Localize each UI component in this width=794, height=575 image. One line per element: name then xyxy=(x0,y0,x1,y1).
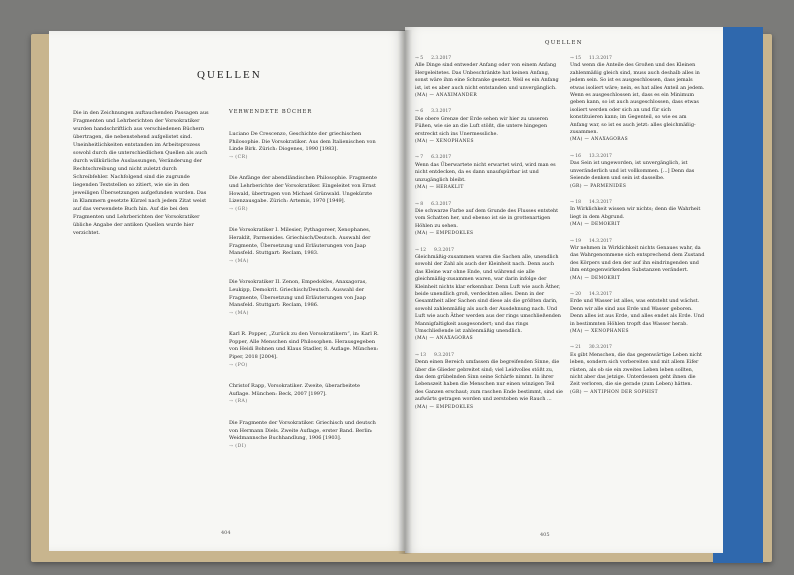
page-number: 405 xyxy=(540,532,550,538)
fragment-date: 14.3.2017 xyxy=(588,291,612,297)
fragment-text: Die obere Grenze der Erde sehen wir hier zu unseren Füßen, wie sie an die Luft stößt, die untere hingegen erstreckt sich ins Unermessliche. xyxy=(415,115,549,137)
fragment-number: → 8 xyxy=(415,201,424,207)
book-code: → (MA) xyxy=(229,258,249,264)
book-citation: Luciano De Crescenzo, Geschichte der griechischen Philosophie. Die Vorsokratiker. Aus dem Italienischen von Linde Birk. Zürich: Diogenes, 1990 [1983]. xyxy=(229,131,376,153)
book-entry xyxy=(229,227,379,265)
book-list xyxy=(229,131,379,464)
fragment-entry xyxy=(570,199,705,229)
fragment-entry xyxy=(415,55,563,99)
fragment-text: Wir nehmen in Wirklichkeit nichts Genaues wahr, da das Wahrgenommene sich entsprechend dem Zustand des Körpers und den der auf ihn eindringenden und ihm entgegenwirkenden Substanzen verändert. xyxy=(570,244,705,274)
fragment-date: 14.3.2017 xyxy=(588,199,612,205)
fragment-text: Erde und Wasser ist alles, was entsteht und wächst. Denn wir alle sind aus Erde und Wasser geboren. Denn alles ist aus Erde, und alles endet als Erde. Und in bestimmten Höhlen tropft das Wasser herab. xyxy=(570,298,705,327)
fragment-date: 3.3.2017 xyxy=(431,109,452,115)
book-code: → (MA) xyxy=(229,310,249,316)
fragment-number: → 15 xyxy=(570,56,581,61)
intro-text: Die in den Zeichnungen auftauchenden Passagen aus Fragmenten und Lehrberichten der Vorsokratiker wurden handschriftlich aus verschiedenen Büchern übertragen, die nebenstehend aufgelistet sind. Uneinheitlichkeiten entstanden im Arbeitsprozess sowohl durch die unterschiedlichen Quellen als auch durch willkürliche Auslassungen, Veränderung der Rechtschreibung und nicht zuletzt durch Schreibfehler. Nachfolgend sind die zugrunde liegenden Textstellen so zitiert, wie sie in den jeweiligen Übersetzungen aufgefunden wurden. Das in Klammern gesetzte Kürzel nach jedem Zitat weist auf das verwendete Buch hin. Auf die bei den Fragmenten und Lehrberichten der Vorsokratiker übliche Angabe der antiken Quellen wurde hier verzichtet. xyxy=(73,110,209,236)
book-code: → (GR) xyxy=(229,206,249,212)
book-code: → (RA) xyxy=(229,399,248,405)
fragment-source: (MA) — XENOPHANES xyxy=(570,329,629,334)
fragment-entry xyxy=(415,247,563,343)
fragment-number: → 13 xyxy=(415,352,426,358)
fragment-number: → 16 xyxy=(570,153,581,159)
book-gutter xyxy=(398,30,412,554)
fragment-source: (MA) — DEMOKRIT xyxy=(570,275,621,281)
fragment-date: 30.3.2017 xyxy=(588,345,612,351)
fragment-date: 2.3.2017 xyxy=(431,56,452,61)
book-citation: Die Anfänge der abendländischen Philosophie. Fragmente und Lehrberichte der Vorsokratiker. Eingeleitet von Ernst Howald, übertragen von Michael Grünwald. Ungekürzte Lizenzausgabe. Zürich: Artemis, 1970 [1949]. xyxy=(229,175,377,205)
fragment-number: → 19 xyxy=(570,238,581,244)
fragment-column-2 xyxy=(570,55,705,405)
fragment-column-1 xyxy=(415,55,563,420)
fragment-date: 13.3.2017 xyxy=(588,153,612,159)
book-code: → (DI) xyxy=(229,443,247,449)
book-code: → (CR) xyxy=(229,154,248,160)
fragment-source: (MA) — ANAXIMANDER xyxy=(415,93,478,99)
fragment-entry xyxy=(570,153,705,190)
fragment-entry xyxy=(570,291,705,335)
fragment-text: Alle Dinge sind entweder Anfang oder von einem Anfang Hergeleitetes. Das Unbeschränkte hat keinen Anfang, sonst wäre ihm eine Schranke gesetzt. Weil es ein Anfang ist, ist es aber auch nicht entstanden und unvergänglich. xyxy=(415,62,559,91)
fragment-number: → 12 xyxy=(415,247,426,253)
right-page xyxy=(405,27,723,553)
fragment-date: 9.3.2017 xyxy=(433,352,454,358)
fragment-text: Es gibt Menschen, die das gegenwärtige Leben nicht leben, sondern sich vorbereiten und mit allem Eifer rüsten, als ob sie ein zweites Leben leben sollten, nicht aber das jetzige. Unterdessen geht ihnen die Zeit verloren, die sie gerade (zum Leben) hätten. xyxy=(570,351,703,388)
fragment-text: In Wirklichkeit wissen wir nichts; denn die Wahrheit liegt in dem Abgrund. xyxy=(570,206,701,220)
book-entry xyxy=(229,279,379,317)
fragment-source: (MA) — EMPEDOKLES xyxy=(415,404,474,410)
fragment-text: Das Sein ist ungeworden, ist unvergänglich, ist unveränderlich und ist vollkommen. [...] Denn das Seiende denken und sein ist dasselbe. xyxy=(570,160,695,182)
fragment-number: → 20 xyxy=(570,291,581,297)
book-citation: Die Vorsokratiker II. Zenon, Empedokles, Anaxagoras, Leukipp, Demokrit. Griechisch/Deutsch. Auswahl der Fragmente, Übersetzung und Erläuterungen von Jaap Mansfeld. Stuttgart: Reclam, 1986. xyxy=(229,279,367,309)
fragment-entry xyxy=(415,108,563,145)
fragment-source: (MA) — DEMOKRIT xyxy=(570,222,621,228)
fragment-source: (GR) — ANTIPHON DER SOPHIST xyxy=(570,389,659,395)
book-citation: Christof Rapp, Vorsokratiker. Zweite, überarbeitete Auflage. München: Beck, 2007 [1997]. xyxy=(229,383,360,397)
fragment-source: (MA) — ANAXAGORAS xyxy=(415,336,473,342)
book-entry xyxy=(229,331,379,369)
fragment-text: Gleichmäßig-zusammen waren die Sachen alle, unendlich sowohl der Zahl als auch der Kleinheit nach. Denn auch das Kleine war ohne Ende, und während sie alle gleichmäßig-zusammen waren, war darin infolge der Kleinheit nichts klar erkennbar. Denn Luft wie auch Äther, beide unendlich groß, verdeckten alles. Denn in der Gesamtheit aller Sachen sind diese als die größten darin, sowohl zahlenmäßig als auch der Ausdehnung nach. Und Luft wie auch Äther werden aus der rings umschließenden Mannigfaltigkeit ausgesondert; und das rings Umschließende ist zahlenmäßig unendlich. xyxy=(415,253,561,334)
running-head: QUELLEN xyxy=(545,40,583,46)
fragment-source: (MA) — XENOPHANES xyxy=(415,139,474,145)
fragment-text: Die schwarze Farbe auf dem Grunde des Flusses entsteht vom Schatten her, und ebenso ist sie in grottenartigen Höhlen zu sehen. xyxy=(415,207,559,229)
fragment-source: (GR) — PARMENIDES xyxy=(570,183,627,189)
book-entry xyxy=(229,131,379,161)
fragment-source: (MA) — ANAXAGORAS xyxy=(570,137,628,143)
book-entry xyxy=(229,175,379,213)
fragment-entry xyxy=(415,352,563,411)
fragment-date: 6.3.2017 xyxy=(431,201,452,207)
fragment-number: → 5 xyxy=(415,56,424,61)
fragment-text: Wenn das Überwartete nicht erwartet wird, wird man es nicht entdecken, da es dann unaufspürbar ist und unzugänglich bleibt. xyxy=(415,161,556,183)
fragment-date: 11.3.2017 xyxy=(588,56,612,61)
fragment-entry xyxy=(570,344,705,396)
book-entry xyxy=(229,383,379,406)
fragment-source: (MA) — HERAKLIT xyxy=(415,185,464,191)
book-entry xyxy=(229,420,379,450)
page-title: QUELLEN xyxy=(197,69,262,81)
fragment-entry xyxy=(415,201,563,238)
fragment-number: → 21 xyxy=(570,345,581,351)
fragment-date: 6.3.2017 xyxy=(431,155,452,161)
fragment-date: 9.3.2017 xyxy=(433,247,454,253)
fragment-number: → 18 xyxy=(570,199,581,205)
fragment-entry xyxy=(415,154,563,191)
book-citation: Die Fragmente der Vorsokratiker. Griechisch und deutsch von Hermann Diels. Zweite Auflage, erster Band. Berlin: Weidmannsche Buchhandlung, 1906 [1903]. xyxy=(229,420,376,442)
book-citation: Die Vorsokratiker I. Milesier, Pythagoreer, Xenophanes, Heraklit, Parmenides. Griechisch/Deutsch. Auswahl der Fragmente, Übersetzung und Erläuterungen von Jaap Mansfeld. Stuttgart: Reclam, 1983. xyxy=(229,227,371,257)
book-code: → (PO) xyxy=(229,362,248,368)
fragment-entry xyxy=(570,238,705,282)
books-heading: VERWENDETE BÜCHER xyxy=(229,109,313,115)
fragment-number: → 6 xyxy=(415,109,424,115)
fragment-source: (MA) — EMPEDOKLES xyxy=(415,231,474,237)
fragment-text: Und wenn die Anteile des Großen und des Kleinen zahlenmäßig gleich sind, muss auch deshalb alles in jedem sein. So ist es ausgeschlossen, dass jemals etwas isoliert wäre; nein, es hat alles Anteil an jedem. Wenn es ausgeschlossen ist, dass es ein Minimum geben kann, so ist auch ausgeschlossen, dass etwas isoliert werden oder sich an und für sich konstituieren kann; im Gegenteil, so wie es am Anfang war, so ist es auch jetzt: alles gleichmäßig-zusammen. xyxy=(570,62,705,136)
fragment-entry xyxy=(570,55,705,144)
book-citation: Karl R. Popper, „Zurück zu den Vorsokratikern“, in: Karl R. Popper, Alle Menschen sind Philosophen. Herausgegeben von Heidi Bohnen und Klaus Stadler, 8. Auflage. München: Piper, 2018 [2004]. xyxy=(229,331,379,361)
fragment-date: 14.3.2017 xyxy=(588,238,612,244)
fragment-text: Denn einen Bereich umfassen die begreifenden Sinne, die über die Glieder gebreitet sind; viel Leidvolles stößt zu, das dem grübelnden Sinn seine Schärfe nimmt. In ihrer Lebenszeit haben die Menschen nur einen winzigen Teil des Ganzen erschaut; zum raschen Ende bestimmt, sind sie aufwärts getragen worden und zerstoben wie Rauch ... xyxy=(415,359,563,403)
page-number: 404 xyxy=(221,530,231,536)
left-page xyxy=(49,31,405,551)
fragment-number: → 7 xyxy=(415,155,424,161)
